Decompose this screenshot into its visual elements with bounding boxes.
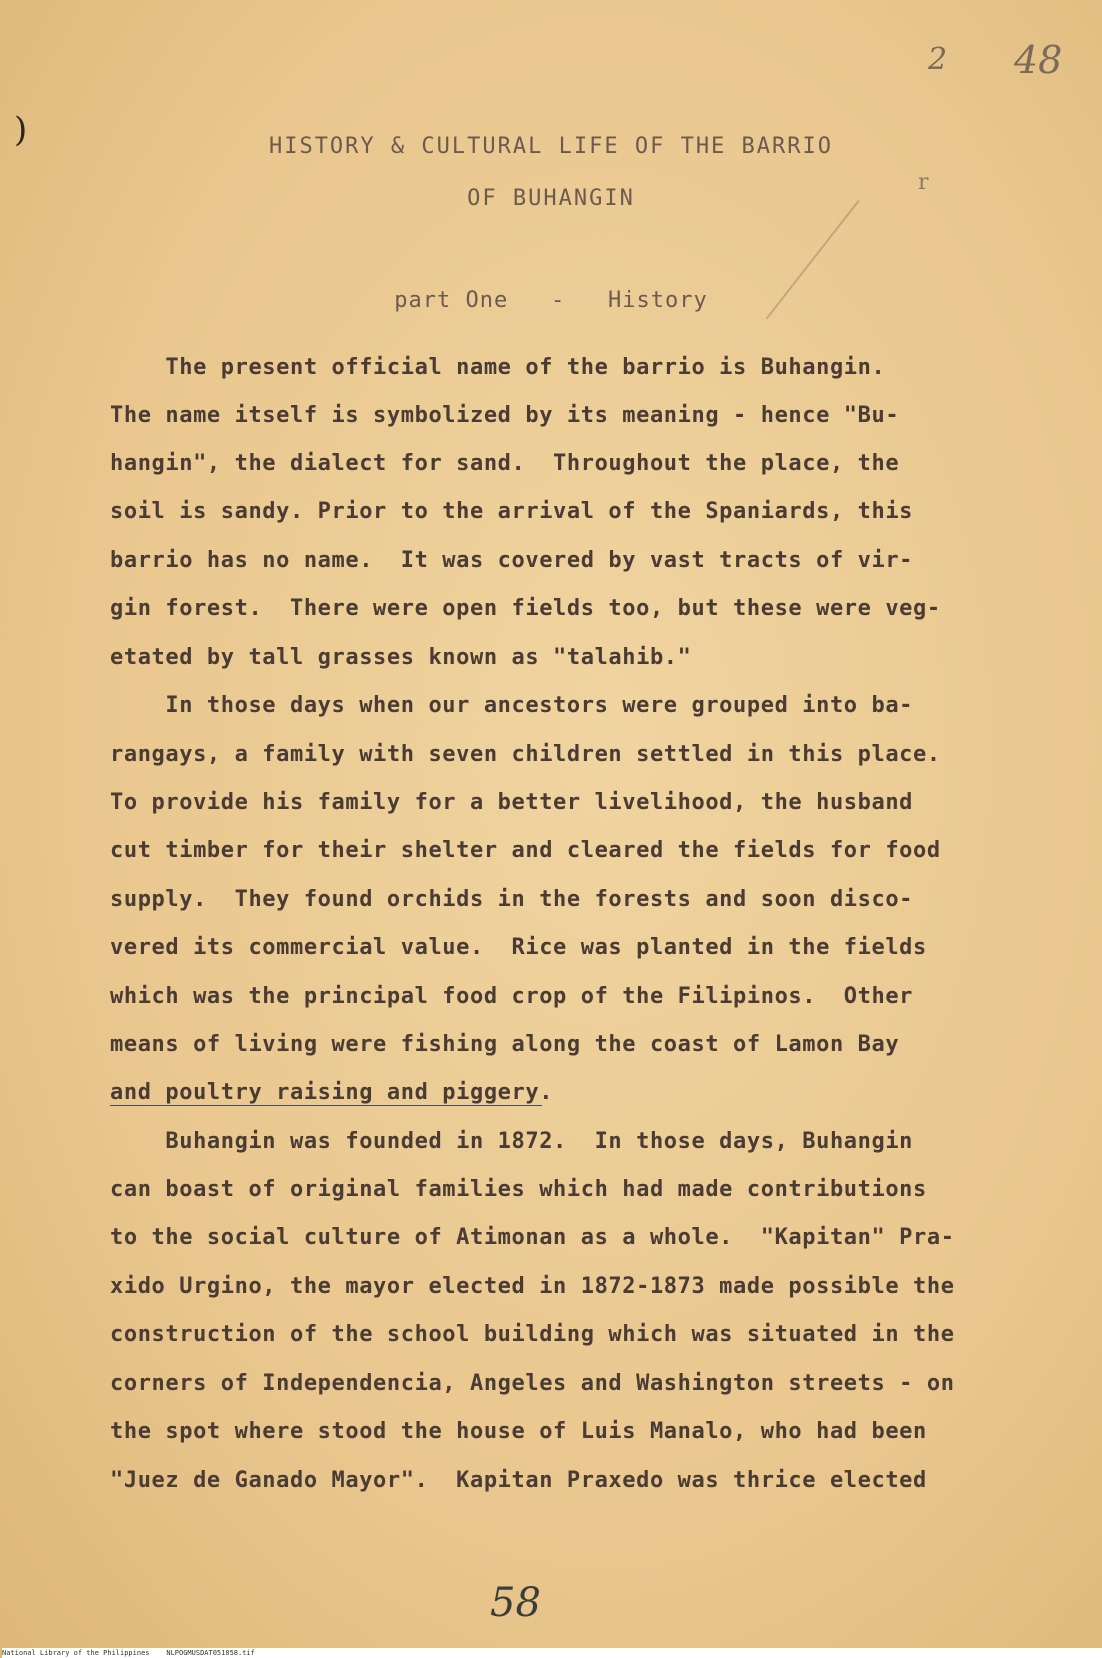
archive-footer: National Library of the Philippines NLPOGMUSDAT051058.tif (2, 1648, 1102, 1658)
body-line: means of living were fishing along the coast of Lamon Bay (110, 1032, 900, 1057)
body-line: "Juez de Ganado Mayor". Kapitan Praxedo was thrice elected (110, 1468, 927, 1493)
body-line: to the social culture of Atimonan as a whole. "Kapitan" Pra- (110, 1225, 955, 1250)
document-title-line-1: HISTORY & CULTURAL LIFE OF THE BARRIO (268, 134, 834, 159)
body-line: construction of the school building which was situated in the (110, 1322, 955, 1347)
body-line: the spot where stood the house of Luis Manalo, who had been (110, 1419, 927, 1444)
body-line: rangays, a family with seven children settled in this place. (110, 742, 941, 767)
body-line: Buhangin was founded in 1872. In those days, Buhangin (110, 1129, 914, 1154)
body-line: hangin", the dialect for sand. Throughout the place, the (110, 451, 900, 476)
body-line: gin forest. There were open fields too, but these were veg- (110, 596, 941, 621)
body-line: can boast of original families which had made contributions (110, 1177, 927, 1202)
pencil-mark: r (918, 170, 929, 195)
body-line: corners of Independencia, Angeles and Washington streets - on (110, 1371, 955, 1396)
handwritten-page-number-large: 48 (1014, 38, 1063, 82)
body-line: The present official name of the barrio is Buhangin. (110, 355, 886, 380)
body-line: which was the principal food crop of the Filipinos. Other (110, 984, 914, 1009)
handwritten-bottom-page-number: 58 (490, 1580, 541, 1626)
document-title-line-2: OF BUHANGIN (467, 186, 635, 211)
body-line: etated by tall grasses known as "talahib." (110, 645, 692, 670)
body-line: In those days when our ancestors were grouped into ba- (110, 693, 914, 718)
body-line: and poultry raising and piggery. (110, 1080, 554, 1105)
body-line: barrio has no name. It was covered by vast tracts of vir- (110, 548, 914, 573)
underline-mark (110, 1105, 542, 1106)
body-line: xido Urgino, the mayor elected in 1872-1873 made possible the (110, 1274, 955, 1299)
section-heading: part One - History (394, 288, 708, 313)
body-line: To provide his family for a better livelihood, the husband (110, 790, 914, 815)
body-line: cut timber for their shelter and cleared the fields for food (110, 838, 941, 863)
body-line: The name itself is symbolized by its meaning - hence "Bu- (110, 403, 900, 428)
body-line: vered its commercial value. Rice was planted in the fields (110, 935, 927, 960)
margin-mark: ) (14, 110, 28, 150)
body-line: supply. They found orchids in the forests and soon disco- (110, 887, 914, 912)
body-line: soil is sandy. Prior to the arrival of the Spaniards, this (110, 499, 914, 524)
handwritten-page-number-small: 2 (928, 42, 948, 77)
